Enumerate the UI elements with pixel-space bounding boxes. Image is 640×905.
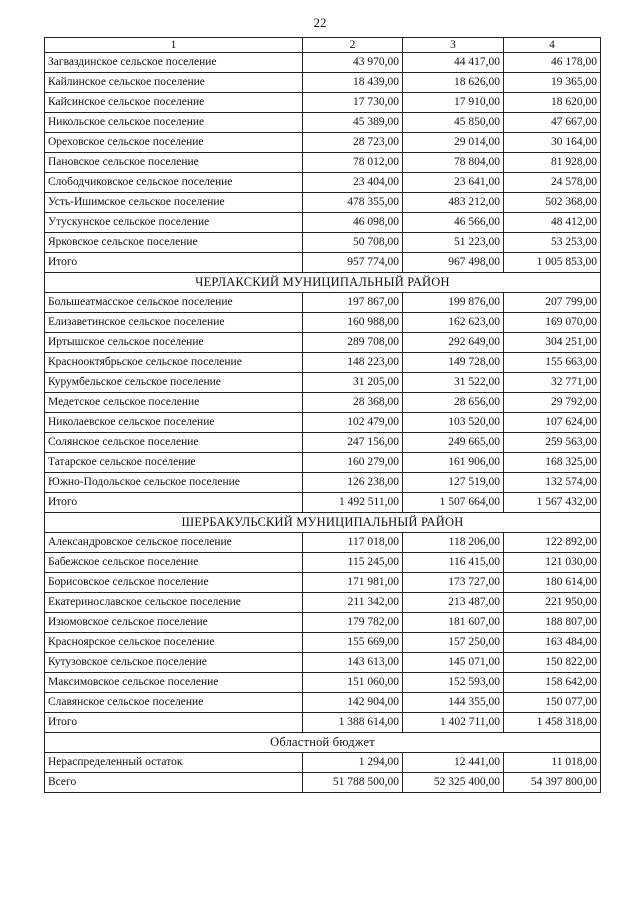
value-col-4-cell: 304 251,00	[504, 333, 601, 353]
budget-table	[44, 37, 601, 793]
value-col-2-cell: 142 904,00	[303, 693, 403, 713]
table-row	[45, 493, 601, 513]
table-row	[45, 373, 601, 393]
value-col-4-cell: 158 642,00	[504, 673, 601, 693]
value-col-4-cell: 168 325,00	[504, 453, 601, 473]
value-col-2-cell: 148 223,00	[303, 353, 403, 373]
value-col-3-cell: 51 223,00	[403, 233, 504, 253]
value-col-2-cell: 197 867,00	[303, 293, 403, 313]
row-name-cell: Большеатмасское сельское поселение	[45, 293, 303, 313]
row-name-cell: Кайсинское сельское поселение	[45, 93, 303, 113]
value-col-4-cell: 221 950,00	[504, 593, 601, 613]
row-name-cell: Нераспределенный остаток	[45, 753, 303, 773]
table-row	[45, 613, 601, 633]
row-name-cell: Красноярское сельское поселение	[45, 633, 303, 653]
value-col-4-cell: 1 458 318,00	[504, 713, 601, 733]
value-col-3-cell: 127 519,00	[403, 473, 504, 493]
value-col-3-cell: 181 607,00	[403, 613, 504, 633]
value-col-2-cell: 117 018,00	[303, 533, 403, 553]
table-row	[45, 233, 601, 253]
value-col-2-cell: 28 723,00	[303, 133, 403, 153]
value-col-4-cell: 180 614,00	[504, 573, 601, 593]
value-col-4-cell: 30 164,00	[504, 133, 601, 153]
table-row	[45, 133, 601, 153]
value-col-4-cell: 53 253,00	[504, 233, 601, 253]
value-col-2-cell: 151 060,00	[303, 673, 403, 693]
value-col-3-cell: 52 325 400,00	[403, 773, 504, 793]
value-col-2-cell: 478 355,00	[303, 193, 403, 213]
table-row	[45, 653, 601, 673]
table-row	[45, 473, 601, 493]
row-name-cell: Никольское сельское поселение	[45, 113, 303, 133]
row-name-cell: Пановское сельское поселение	[45, 153, 303, 173]
table-row	[45, 113, 601, 133]
table-row	[45, 353, 601, 373]
value-col-3-cell: 149 728,00	[403, 353, 504, 373]
row-name-cell: Итого	[45, 253, 303, 273]
table-row	[45, 773, 601, 793]
value-col-2-cell: 289 708,00	[303, 333, 403, 353]
section-header-row	[45, 733, 601, 753]
row-name-cell: Солянское сельское поселение	[45, 433, 303, 453]
value-col-3-cell: 157 250,00	[403, 633, 504, 653]
row-name-cell: Славянское сельское поселение	[45, 693, 303, 713]
value-col-4-cell: 32 771,00	[504, 373, 601, 393]
table-row	[45, 573, 601, 593]
value-col-4-cell: 150 822,00	[504, 653, 601, 673]
table-row	[45, 393, 601, 413]
value-col-3-cell: 152 593,00	[403, 673, 504, 693]
value-col-2-cell: 17 730,00	[303, 93, 403, 113]
row-name-cell: Южно-Подольское сельское поселение	[45, 473, 303, 493]
value-col-4-cell: 11 018,00	[504, 753, 601, 773]
page-number: 22	[313, 15, 327, 30]
value-col-3-cell: 199 876,00	[403, 293, 504, 313]
value-col-4-cell: 207 799,00	[504, 293, 601, 313]
value-col-4-cell: 48 412,00	[504, 213, 601, 233]
value-col-3-cell: 17 910,00	[403, 93, 504, 113]
value-col-4-cell: 29 792,00	[504, 393, 601, 413]
value-col-2-cell: 115 245,00	[303, 553, 403, 573]
row-name-cell: Кутузовское сельское поселение	[45, 653, 303, 673]
table-row	[45, 433, 601, 453]
table-row	[45, 413, 601, 433]
row-name-cell: Борисовское сельское поселение	[45, 573, 303, 593]
value-col-2-cell: 43 970,00	[303, 53, 403, 73]
value-col-3-cell: 1 402 711,00	[403, 713, 504, 733]
table-row	[45, 253, 601, 273]
row-name-cell: Иртышское сельское поселение	[45, 333, 303, 353]
value-col-3-cell: 18 626,00	[403, 73, 504, 93]
row-name-cell: Курумбельское сельское поселение	[45, 373, 303, 393]
value-col-2-cell: 160 279,00	[303, 453, 403, 473]
value-col-4-cell: 502 368,00	[504, 193, 601, 213]
value-col-3-cell: 249 665,00	[403, 433, 504, 453]
value-col-3-cell: 145 071,00	[403, 653, 504, 673]
row-name-cell: Итого	[45, 713, 303, 733]
value-col-2-cell: 211 342,00	[303, 593, 403, 613]
row-name-cell: Изюмовское сельское поселение	[45, 613, 303, 633]
row-name-cell: Краснооктябрьское сельское поселение	[45, 353, 303, 373]
value-col-2-cell: 160 988,00	[303, 313, 403, 333]
table-row	[45, 93, 601, 113]
value-col-3-cell: 46 566,00	[403, 213, 504, 233]
value-col-4-cell: 19 365,00	[504, 73, 601, 93]
header-col-1: 1	[45, 38, 303, 53]
value-col-2-cell: 957 774,00	[303, 253, 403, 273]
value-col-2-cell: 247 156,00	[303, 433, 403, 453]
value-col-3-cell: 173 727,00	[403, 573, 504, 593]
row-name-cell: Утускунское сельское поселение	[45, 213, 303, 233]
section-title: Областной бюджет	[45, 733, 601, 753]
table-row	[45, 673, 601, 693]
section-header-row	[45, 273, 601, 293]
row-name-cell: Бабежское сельское поселение	[45, 553, 303, 573]
value-col-3-cell: 31 522,00	[403, 373, 504, 393]
section-title: ШЕРБАКУЛЬСКИЙ МУНИЦИПАЛЬНЫЙ РАЙОН	[45, 513, 601, 533]
value-col-4-cell: 1 567 432,00	[504, 493, 601, 513]
value-col-2-cell: 50 708,00	[303, 233, 403, 253]
header-col-3: 3	[403, 38, 504, 53]
value-col-2-cell: 1 294,00	[303, 753, 403, 773]
header-col-2: 2	[303, 38, 403, 53]
header-col-4: 4	[504, 38, 601, 53]
value-col-2-cell: 179 782,00	[303, 613, 403, 633]
table-row	[45, 173, 601, 193]
section-header-row	[45, 513, 601, 533]
value-col-4-cell: 121 030,00	[504, 553, 601, 573]
table-row	[45, 713, 601, 733]
value-col-4-cell: 47 667,00	[504, 113, 601, 133]
value-col-3-cell: 29 014,00	[403, 133, 504, 153]
value-col-4-cell: 54 397 800,00	[504, 773, 601, 793]
value-col-3-cell: 144 355,00	[403, 693, 504, 713]
row-name-cell: Ярковское сельское поселение	[45, 233, 303, 253]
value-col-4-cell: 46 178,00	[504, 53, 601, 73]
value-col-4-cell: 155 663,00	[504, 353, 601, 373]
value-col-3-cell: 483 212,00	[403, 193, 504, 213]
table-row	[45, 633, 601, 653]
table-row	[45, 453, 601, 473]
value-col-2-cell: 1 388 614,00	[303, 713, 403, 733]
value-col-4-cell: 169 070,00	[504, 313, 601, 333]
table-row	[45, 593, 601, 613]
row-name-cell: Медетское сельское поселение	[45, 393, 303, 413]
value-col-3-cell: 967 498,00	[403, 253, 504, 273]
row-name-cell: Александровское сельское поселение	[45, 533, 303, 553]
table-row	[45, 213, 601, 233]
row-name-cell: Николаевское сельское поселение	[45, 413, 303, 433]
value-col-2-cell: 171 981,00	[303, 573, 403, 593]
table-row	[45, 553, 601, 573]
value-col-3-cell: 12 441,00	[403, 753, 504, 773]
value-col-3-cell: 116 415,00	[403, 553, 504, 573]
row-name-cell: Всего	[45, 773, 303, 793]
table-row	[45, 293, 601, 313]
value-col-2-cell: 78 012,00	[303, 153, 403, 173]
row-name-cell: Слободчиковское сельское поселение	[45, 173, 303, 193]
value-col-2-cell: 143 613,00	[303, 653, 403, 673]
value-col-2-cell: 155 669,00	[303, 633, 403, 653]
value-col-3-cell: 44 417,00	[403, 53, 504, 73]
value-col-2-cell: 1 492 511,00	[303, 493, 403, 513]
value-col-4-cell: 259 563,00	[504, 433, 601, 453]
row-name-cell: Загваздинское сельское поселение	[45, 53, 303, 73]
table-row	[45, 193, 601, 213]
value-col-3-cell: 118 206,00	[403, 533, 504, 553]
value-col-3-cell: 213 487,00	[403, 593, 504, 613]
row-name-cell: Усть-Ишимское сельское поселение	[45, 193, 303, 213]
value-col-2-cell: 102 479,00	[303, 413, 403, 433]
value-col-4-cell: 188 807,00	[504, 613, 601, 633]
header-row	[45, 38, 601, 53]
row-name-cell: Татарское сельское поселение	[45, 453, 303, 473]
value-col-2-cell: 18 439,00	[303, 73, 403, 93]
value-col-4-cell: 24 578,00	[504, 173, 601, 193]
value-col-2-cell: 126 238,00	[303, 473, 403, 493]
table-row	[45, 313, 601, 333]
value-col-3-cell: 1 507 664,00	[403, 493, 504, 513]
value-col-2-cell: 31 205,00	[303, 373, 403, 393]
value-col-3-cell: 103 520,00	[403, 413, 504, 433]
table-row	[45, 153, 601, 173]
row-name-cell: Кайлинское сельское поселение	[45, 73, 303, 93]
value-col-3-cell: 292 649,00	[403, 333, 504, 353]
value-col-3-cell: 161 906,00	[403, 453, 504, 473]
value-col-4-cell: 122 892,00	[504, 533, 601, 553]
row-name-cell: Екатеринославское сельское поселение	[45, 593, 303, 613]
value-col-3-cell: 162 623,00	[403, 313, 504, 333]
value-col-2-cell: 28 368,00	[303, 393, 403, 413]
table-body	[45, 53, 601, 793]
value-col-4-cell: 163 484,00	[504, 633, 601, 653]
value-col-3-cell: 28 656,00	[403, 393, 504, 413]
value-col-4-cell: 81 928,00	[504, 153, 601, 173]
row-name-cell: Елизаветинское сельское поселение	[45, 313, 303, 333]
value-col-4-cell: 107 624,00	[504, 413, 601, 433]
value-col-4-cell: 18 620,00	[504, 93, 601, 113]
table-row	[45, 73, 601, 93]
value-col-4-cell: 150 077,00	[504, 693, 601, 713]
section-title: ЧЕРЛАКСКИЙ МУНИЦИПАЛЬНЫЙ РАЙОН	[45, 273, 601, 293]
table-row	[45, 53, 601, 73]
row-name-cell: Итого	[45, 493, 303, 513]
value-col-2-cell: 45 389,00	[303, 113, 403, 133]
value-col-3-cell: 78 804,00	[403, 153, 504, 173]
table-row	[45, 333, 601, 353]
value-col-4-cell: 132 574,00	[504, 473, 601, 493]
row-name-cell: Ореховское сельское поселение	[45, 133, 303, 153]
value-col-3-cell: 45 850,00	[403, 113, 504, 133]
value-col-2-cell: 46 098,00	[303, 213, 403, 233]
value-col-2-cell: 23 404,00	[303, 173, 403, 193]
table-row	[45, 693, 601, 713]
value-col-3-cell: 23 641,00	[403, 173, 504, 193]
row-name-cell: Максимовское сельское поселение	[45, 673, 303, 693]
value-col-4-cell: 1 005 853,00	[504, 253, 601, 273]
table-row	[45, 533, 601, 553]
value-col-2-cell: 51 788 500,00	[303, 773, 403, 793]
table-row	[45, 753, 601, 773]
